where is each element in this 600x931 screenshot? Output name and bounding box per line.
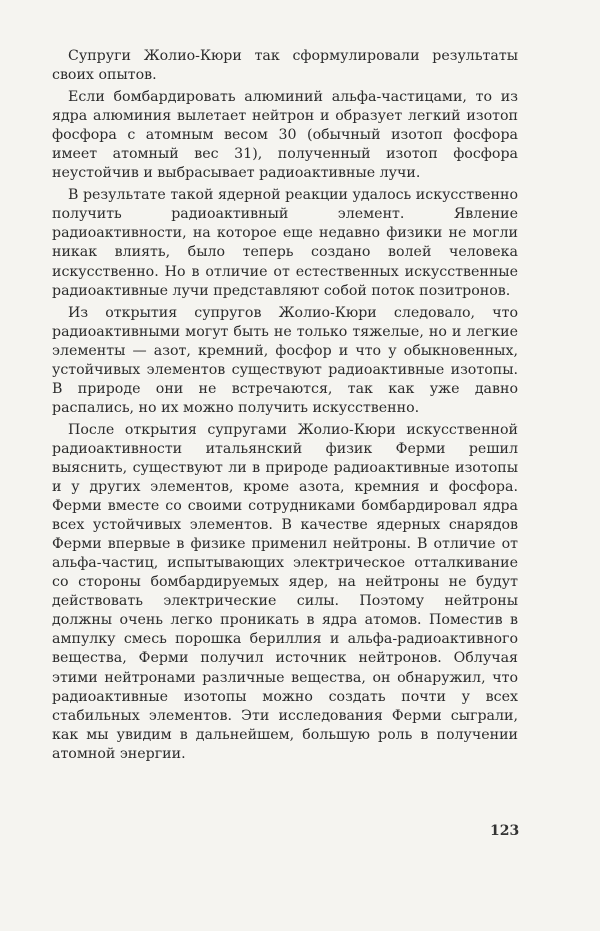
body-text — [52, 47, 518, 767]
paragraph-5: После открытия супругами Жолио-Кюри искусственной радиоактивности итальянский физик Ферми решил выяснить, существуют ли в природе радиоактивные изотопы и у других элементов, кроме азота, кремния и фосфора. Ферми вместе со своими сотрудниками бомбардировал ядра всех устойчивых элементов. В качестве ядерных снарядов Ферми впервые в физике применил нейтроны. В отличие от альфа-частиц, испытывающих электрическое отталкивание со стороны бомбардируемых ядер, на нейтроны не будут действовать электрические силы. Поэтому нейтроны должны очень легко проникать в ядра атомов. Поместив в ампулку смесь порошка бериллия и альфа-радиоактивного вещества, Ферми получил источник нейтронов. Облучая этими нейтронами различные вещества, он обнаружил, что радиоактивные изотопы можно создать почти у всех стабильных элементов. Эти исследования Ферми сыграли, как мы увидим в дальнейшем, большую роль в получении атомной энергии. — [52, 421, 518, 762]
paragraph-2: Если бомбардировать алюминий альфа-частицами, то из ядра алюминия вылетает нейтрон и образует легкий изотоп фосфора с атомным весом 30 (обычный изотоп фосфора имеет атомный вес 31), полученный изотоп фосфора неустойчив и выбрасывает радиоактивные лучи. — [52, 89, 518, 182]
paragraph-4: Из открытия супругов Жолио-Кюри следовало, что радиоактивными могут быть не только тяжелые, но и легкие элементы — азот, кремний, фосфор и что у обыкновенных, устойчивых элементов существуют радиоактивные изотопы. В природе они не встречаются, так как уже давно распались, но их можно получить искусственно. — [52, 304, 518, 416]
paragraph-1: Супруги Жолио-Кюри так сформулировали результаты своих опытов. — [52, 48, 518, 84]
page-number: 123 — [490, 823, 520, 839]
paragraph-3: В результате такой ядерной реакции удалось искусственно получить радиоактивный элемент. Явление радиоактивности, на которое еще недавно физики не могли никак влиять, было теперь создано волей человека искусственно. Но в отличие от естественных искусственные радиоактивные лучи представляют собой поток позитронов. — [52, 187, 518, 299]
